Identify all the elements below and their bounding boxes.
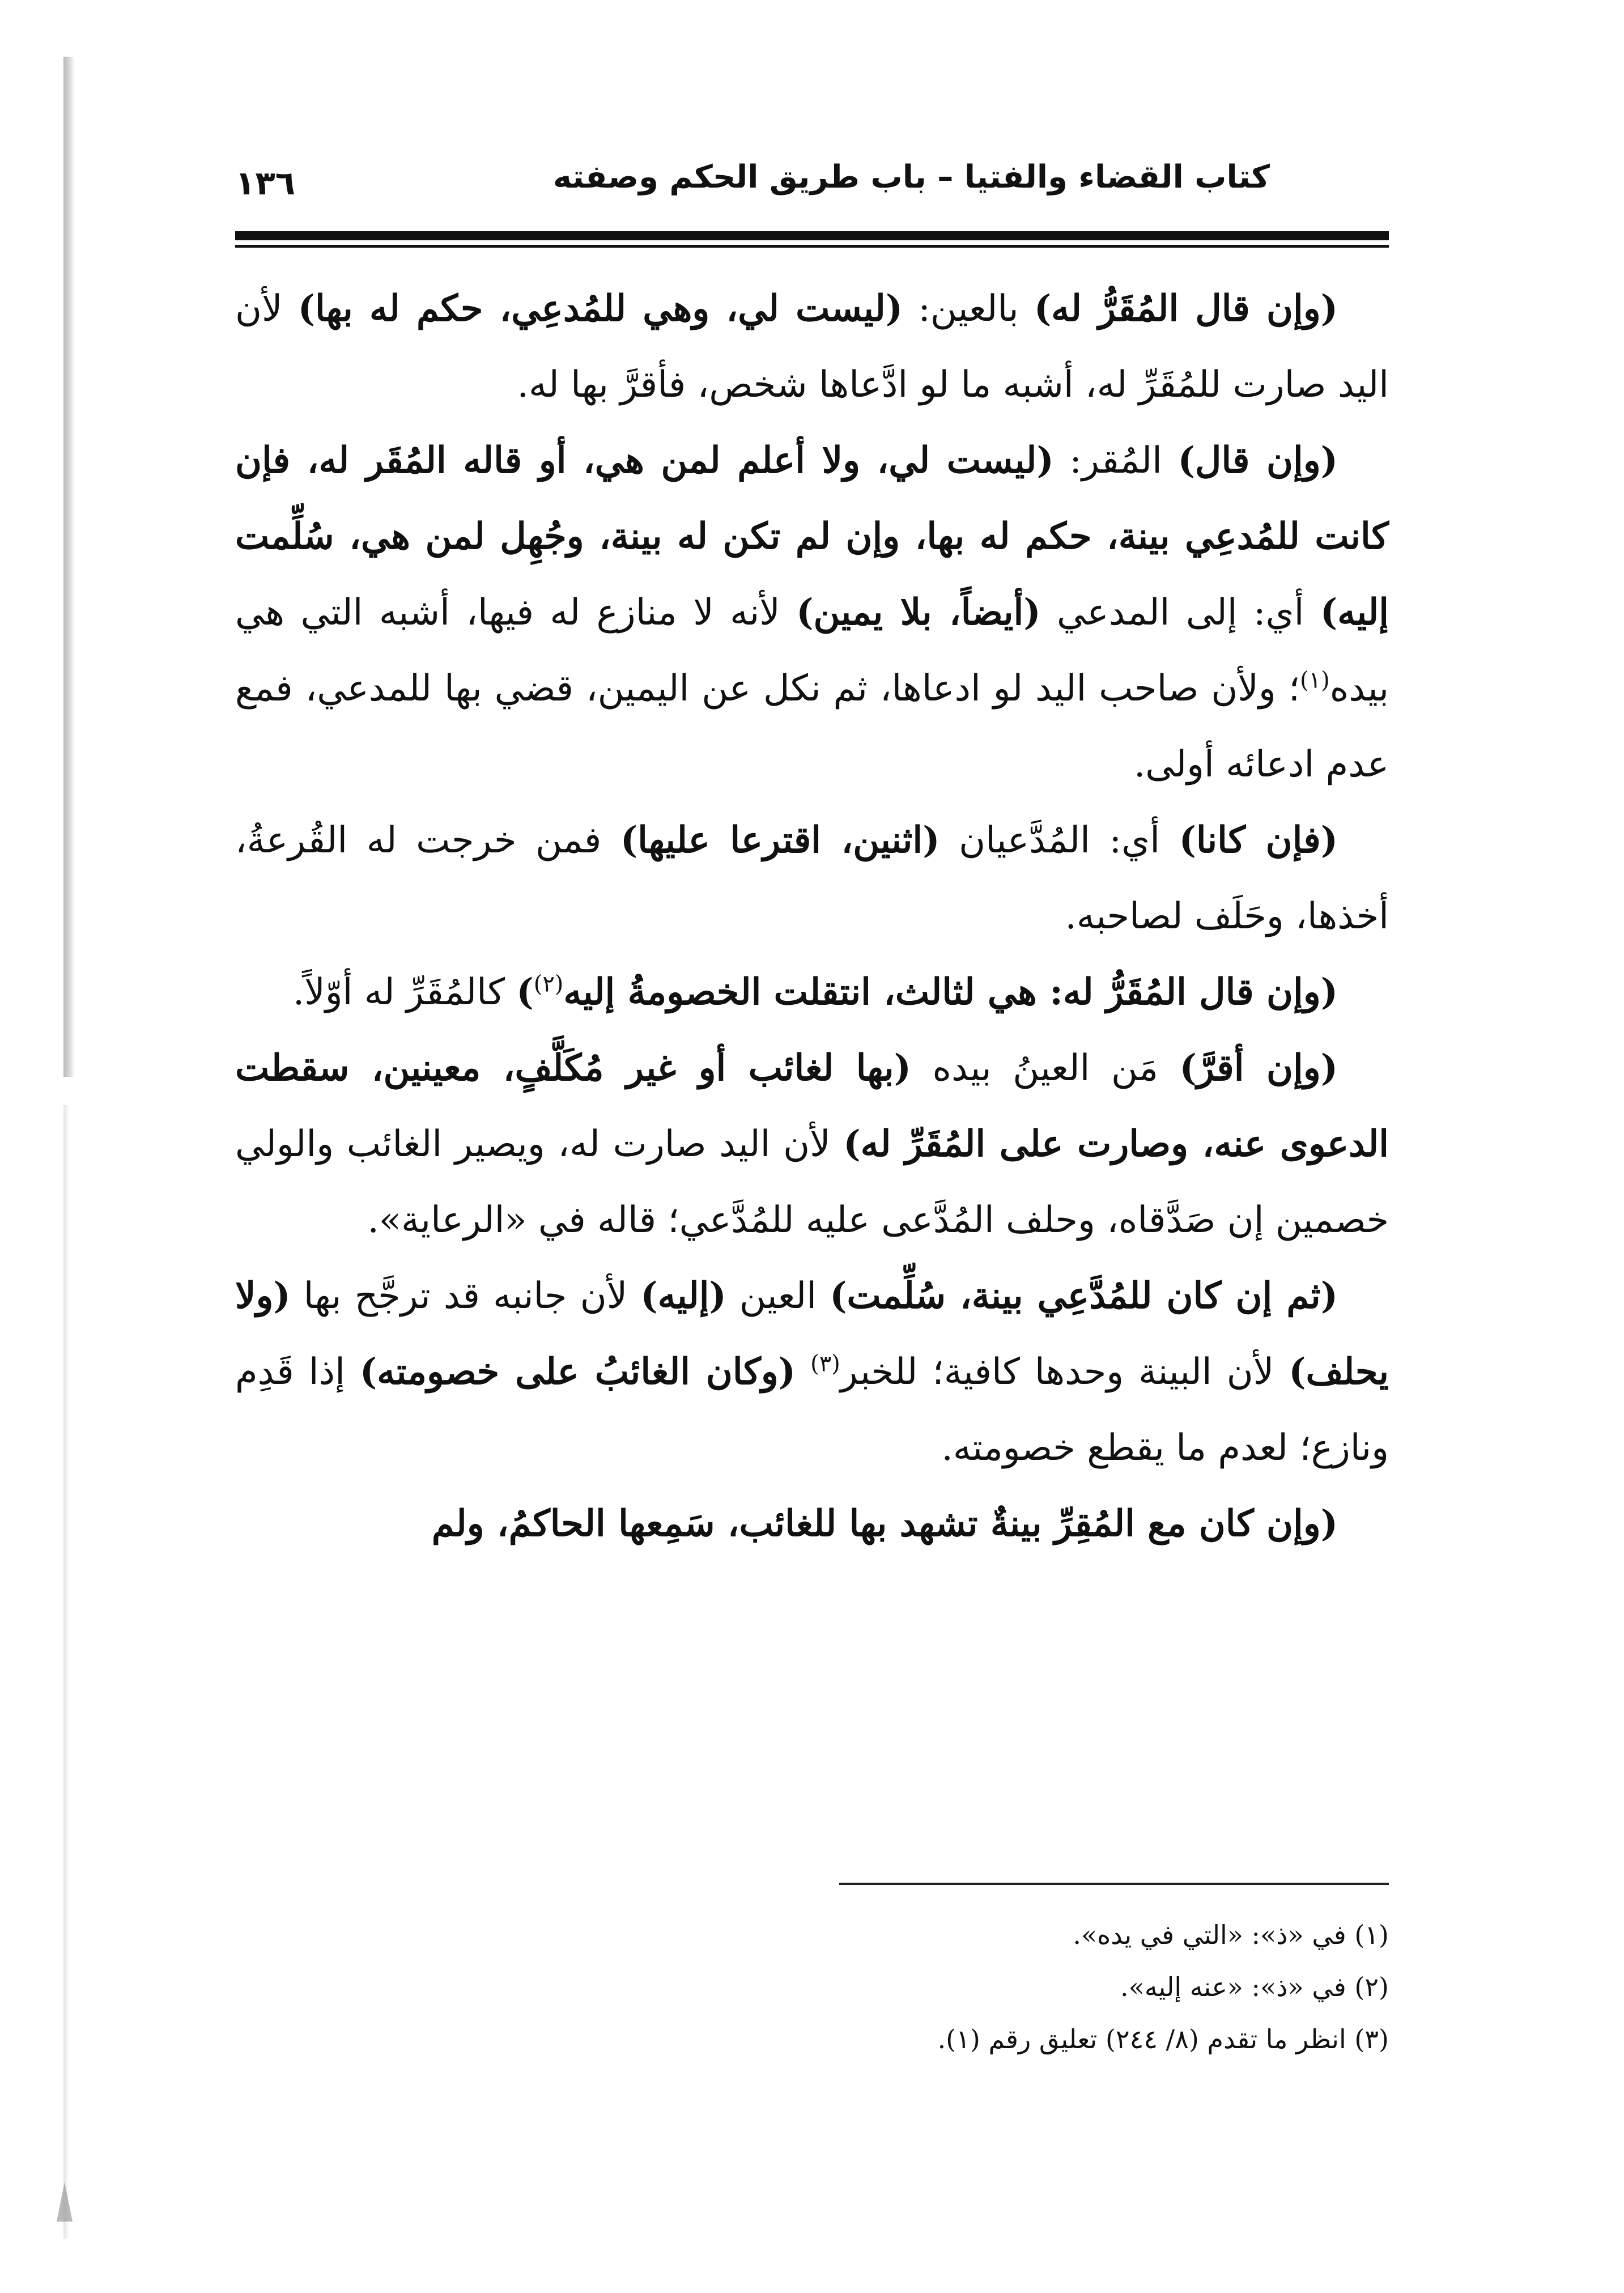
footnote-3: (٣) انظر ما تقدم (٨/ ٢٤٤) تعليق رقم (١). [937, 2024, 1389, 2054]
matn-text: (ليست لي، وهي للمُدعِي، حكم له بها) [297, 287, 903, 330]
footnote-2: (٢) في «ذ»: «عنه إليه». [1120, 1972, 1389, 2002]
running-header-title: كتاب القضاء والفتيا – باب طريق الحكم وصفته [552, 159, 1270, 196]
footnotes [235, 1909, 1389, 2065]
matn-text: (أيضاً، بلا يمين) [796, 591, 1041, 634]
sharh-text: لأن اليد صارت للمُقَرِّ له، أشبه ما لو ادَّعاها شخص، فأقرَّ بها له. [235, 288, 1389, 406]
footnote-reference: (٣) [810, 1351, 840, 1377]
sharh-text [796, 1351, 810, 1393]
sharh-text: لأنه لا منازع له فيها، أشبه التي هي بيده [235, 592, 1389, 710]
footnote-reference: (١) [1300, 667, 1330, 694]
sharh-text: أي: المُدَّعيان [939, 819, 1179, 861]
sharh-text: العين [726, 1275, 830, 1317]
scan-edge-shadow-lower [63, 1105, 69, 2239]
paragraph [235, 954, 1389, 1030]
scan-corner-mark [57, 2182, 73, 2222]
matn-text: (وإن أقرَّ) [1179, 1047, 1338, 1089]
matn-text: (وإن قال المُقَرُّ له) [1034, 287, 1338, 330]
header-rule-thin [235, 245, 1389, 248]
matn-text: (ولا يحلف) [235, 1275, 1389, 1393]
matn-text: (وإن قال المُقَرُّ له: هي لثالث، انتقلت الخصومةُ إليه [563, 971, 1338, 1013]
matn-text: (إليه) [640, 1275, 726, 1317]
paragraph [235, 1030, 1389, 1258]
matn-text: (فإن كانا) [1179, 819, 1338, 861]
matn-text: (اثنين، اقترعا عليها) [620, 819, 940, 861]
sharh-text: فمن خرجت له القُرعةُ، أخذها، وحَلَف لصاحبه. [235, 819, 1389, 937]
matn-text: (وكان الغائبُ على خصومته) [359, 1351, 796, 1393]
footnote-separator [839, 1883, 1389, 1885]
sharh-text: إذا قَدِم ونازع؛ لعدم ما يقطع خصومته. [235, 1351, 1389, 1469]
sharh-text: مَن العينُ بيده [911, 1047, 1180, 1089]
paragraph [235, 1258, 1389, 1486]
matn-text: ) [516, 971, 534, 1013]
sharh-text: ؛ ولأن صاحب اليد لو ادعاها، ثم نكل عن اليمين، قضي بها للمدعي، فمع عدم ادعائه أولى. [235, 668, 1389, 785]
footnote-reference: (٢) [533, 971, 564, 997]
paragraph [235, 802, 1389, 954]
sharh-text: لأن البينة وحدها كافية؛ للخبر [840, 1351, 1289, 1393]
matn-text: (وإن قال) [1177, 439, 1338, 482]
page-number: ١٣٦ [235, 164, 296, 202]
matn-text: (وإن كان مع المُقِرِّ بينةٌ تشهد بها للغائب، سَمِعها الحاكمُ، ولم [431, 1502, 1338, 1545]
paragraph [235, 271, 1389, 423]
sharh-text: المُقر: [1053, 440, 1178, 482]
sharh-text: بالعين: [903, 288, 1034, 330]
body-text [235, 271, 1389, 1562]
footnote-1: (١) في «ذ»: «التي في يده». [1073, 1920, 1389, 1950]
matn-text: (بها لغائب أو غير مُكَلَّفٍ، معينين، سقطت الدعوى عنه، وصارت على المُقَرِّ له) [235, 1047, 1389, 1165]
sharh-text: أي: إلى المدعي [1040, 592, 1320, 634]
running-header [235, 152, 1389, 231]
sharh-text: لأن اليد صارت له، ويصير الغائب والولي خصمين إن صَدَّقاه، وحلف المُدَّعى عليه للمُدَّعي؛ قاله في «الرعاية». [235, 1123, 1389, 1241]
sharh-text: لأن جانبه قد ترجَّح بها [290, 1275, 641, 1317]
sharh-text: كالمُقَرِّ له أوّلاً. [292, 971, 517, 1013]
matn-text: (ثم إن كان للمُدَّعِي بينة، سُلِّمت) [830, 1275, 1338, 1317]
scan-edge-shadow [63, 57, 75, 1077]
paragraph [235, 423, 1389, 802]
header-rule-thick [235, 231, 1389, 240]
matn-text: (ليست لي، ولا أعلم لمن هي، أو قاله المُقَر له، فإن كانت للمُدعِي بينة، حكم له بها، وإن لم تكن له بينة، وجُهِل لمن هي، سُلِّمت إليه) [235, 439, 1389, 634]
paragraph [235, 1486, 1389, 1562]
